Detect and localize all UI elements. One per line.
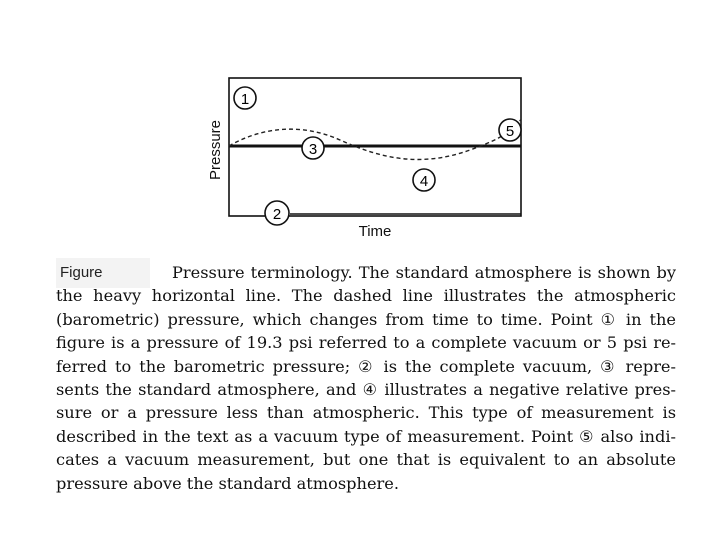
point-3-marker [302,137,324,159]
caption-line: figure is a pressure of 19.3 psi referred to a complete vacuum or 5 psi re- [56,333,676,353]
caption-line: (barometric) pressure, which changes from time to time. Point ① in the [56,309,676,329]
caption-line: sents the standard atmosphere, and ④ illustrates a negative relative pres- [56,380,676,400]
figure-label: Figure [60,264,103,281]
caption-line: pressure above the standard atmosphere. [56,473,400,493]
svg-text:3: 3 [308,141,318,158]
y-axis-label: Pressure [207,119,224,180]
caption-line: Pressure terminology. The standard atmosphere is shown by [172,263,676,282]
point-2-marker [265,201,289,225]
pressure-diagram [0,0,720,260]
point-1-marker [234,87,256,109]
svg-text:2: 2 [272,206,282,223]
figure-caption [56,261,676,495]
caption-line: the heavy horizontal line. The dashed line illustrates the atmospheric [56,286,676,306]
caption-line: cates a vacuum measurement, but one that is equivalent to an absolute [56,450,676,470]
svg-text:1: 1 [240,91,250,108]
point-5-marker [499,119,521,141]
x-axis-label: Time [358,223,392,240]
caption-line: described in the text as a vacuum type of measurement. Point ⑤ also indi- [56,426,676,446]
svg-text:5: 5 [505,123,515,140]
barometric-pressure-curve [229,120,521,159]
caption-line: sure or a pressure less than atmospheric. This type of measurement is [56,403,676,423]
point-4-marker [413,169,435,191]
svg-text:4: 4 [419,173,429,190]
caption-line: ferred to the barometric pressure; ② is the complete vacuum, ③ repre- [56,356,676,376]
